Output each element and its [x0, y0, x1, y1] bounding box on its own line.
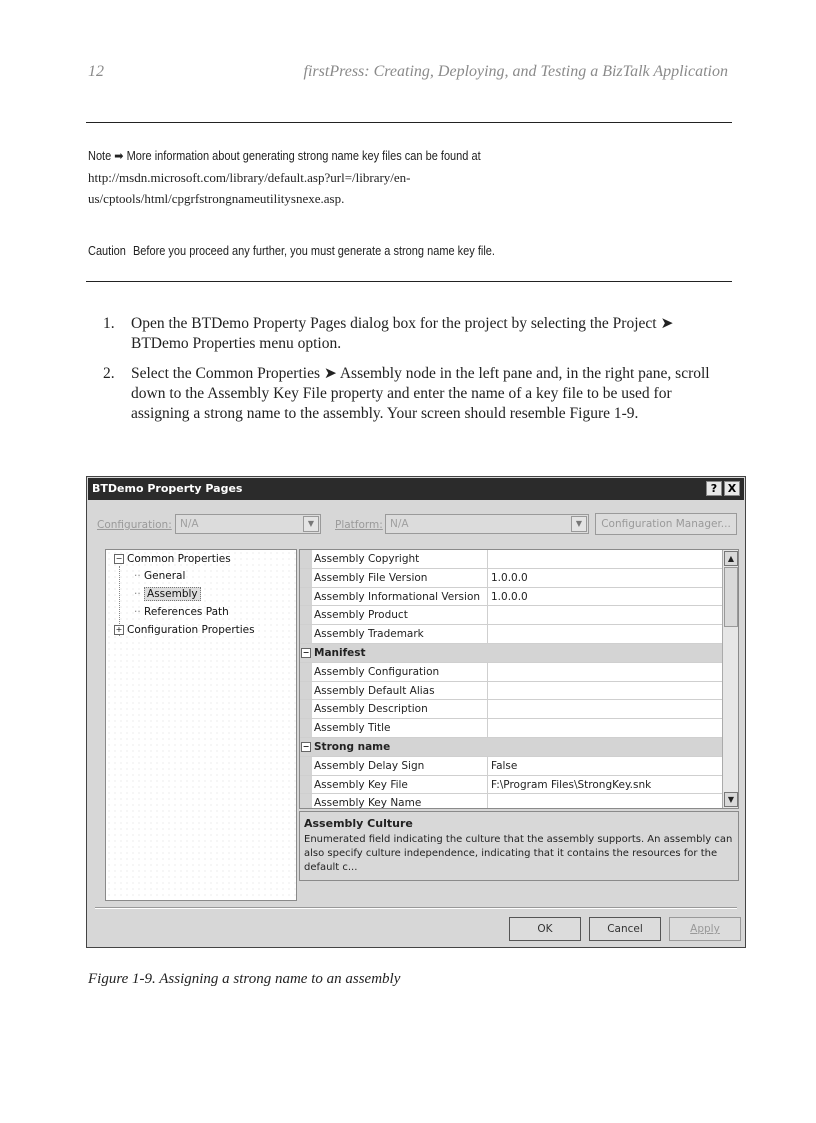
description-title: Assembly Culture	[304, 817, 413, 830]
apply-button[interactable]: Apply	[669, 917, 741, 941]
description-text: Enumerated field indicating the culture that the assembly supports. An assembly can also specify culture independence, indicating that it contains the resources for the default c...	[304, 834, 733, 873]
property-row[interactable]: Assembly Title	[300, 719, 722, 738]
property-row[interactable]: Assembly Description	[300, 700, 722, 719]
tree-node-assembly[interactable]: ·· Assembly	[134, 588, 201, 600]
step-item	[88, 314, 728, 354]
scroll-up-icon[interactable]: ▲	[724, 551, 738, 566]
step-item	[88, 364, 728, 424]
step-text: Open the BTDemo Property Pages dialog box for the project by selecting the Project ➤ BTDemo Properties menu option.	[131, 315, 674, 352]
close-button[interactable]: X	[724, 481, 740, 496]
property-row[interactable]: Assembly File Version 1.0.0.0	[300, 569, 722, 588]
caution-label: Caution	[88, 244, 126, 258]
collapse-icon[interactable]: −	[115, 554, 123, 563]
cancel-button[interactable]: Cancel	[589, 917, 661, 941]
configuration-label: Configuration:	[97, 519, 172, 531]
scroll-down-icon[interactable]: ▼	[724, 792, 738, 807]
page-number: 12	[88, 63, 104, 80]
step-number: 1.	[103, 315, 115, 332]
configuration-manager-button[interactable]: Configuration Manager...	[595, 513, 737, 535]
configuration-row	[95, 513, 737, 537]
property-row[interactable]: Assembly Default Alias	[300, 682, 722, 701]
note-label: Note	[88, 149, 112, 163]
property-row[interactable]: Assembly Configuration	[300, 663, 722, 682]
configuration-value: N/A	[180, 518, 199, 530]
platform-value: N/A	[390, 518, 409, 530]
step-text: Select the Common Properties ➤ Assembly node in the left pane and, in the right pane, scroll down to the Assembly Key File property and enter the name of a key file to be used for assigning a strong name to the assembly. Your screen should resemble Figure 1-9.	[131, 365, 710, 422]
platform-select[interactable]	[385, 514, 589, 534]
caution-box	[88, 244, 651, 258]
property-row[interactable]: Assembly Delay Sign False	[300, 757, 722, 776]
chevron-down-icon: ▼	[571, 516, 587, 532]
property-pages-dialog	[86, 476, 746, 948]
note-arrow-icon: ➡	[114, 149, 124, 163]
chevron-down-icon: ▼	[303, 516, 319, 532]
note-url-line-2: us/cptools/html/cpgrfstrongnameutilitysnexe.asp.	[88, 191, 345, 206]
property-grid-scrollbar[interactable]	[722, 550, 738, 808]
property-row[interactable]: Assembly Key Name	[300, 794, 722, 809]
collapse-icon[interactable]: −	[302, 647, 310, 657]
collapse-icon[interactable]: −	[302, 741, 310, 751]
running-head	[88, 63, 728, 87]
figure-caption: Figure 1-9. Assigning a strong name to an assembly	[88, 971, 401, 987]
tree-node-references-path[interactable]: ·· References Path	[134, 606, 229, 618]
note-url-line-1: http://msdn.microsoft.com/library/default.asp?url=/library/en-	[88, 170, 411, 185]
running-title: firstPress: Creating, Deploying, and Testing a BizTalk Application	[303, 63, 728, 80]
caution-text: Before you proceed any further, you must generate a strong name key file.	[132, 244, 495, 258]
note-box	[88, 145, 728, 209]
step-number: 2.	[103, 365, 115, 382]
step-list	[88, 314, 728, 434]
ok-button[interactable]: OK	[509, 917, 581, 941]
top-rule	[86, 122, 732, 123]
property-row[interactable]: Assembly Trademark	[300, 625, 722, 644]
property-row[interactable]: Assembly Copyright	[300, 550, 722, 569]
tree-pane	[105, 549, 297, 901]
note-text: More information about generating strong name key files can be found at	[126, 149, 481, 163]
button-separator	[95, 907, 737, 909]
dialog-title: BTDemo Property Pages	[92, 482, 243, 495]
category-strong-name[interactable]: − Strong name	[300, 738, 722, 757]
expand-icon[interactable]: +	[115, 625, 123, 634]
property-row[interactable]: Assembly Informational Version 1.0.0.0	[300, 588, 722, 607]
key-file-input[interactable]: F:\Program Files\StrongKey.snk	[491, 778, 652, 791]
property-row-key-file[interactable]: Assembly Key File F:\Program Files\StrongKey.snk	[300, 776, 722, 795]
tree-node-general[interactable]: ·· General	[134, 570, 186, 582]
help-button[interactable]: ?	[706, 481, 722, 496]
configuration-select[interactable]	[175, 514, 321, 534]
category-manifest[interactable]: − Manifest	[300, 644, 722, 663]
tree-node-configuration-properties[interactable]: + Configuration Properties	[115, 624, 255, 636]
platform-label: Platform:	[335, 519, 383, 531]
tree-node-common-properties[interactable]: − Common Properties	[115, 553, 231, 565]
scroll-thumb[interactable]	[724, 567, 738, 627]
property-row[interactable]: Assembly Product	[300, 606, 722, 625]
dialog-titlebar	[88, 478, 744, 500]
property-grid	[299, 549, 739, 809]
bottom-rule	[86, 281, 732, 282]
description-pane	[299, 811, 739, 881]
